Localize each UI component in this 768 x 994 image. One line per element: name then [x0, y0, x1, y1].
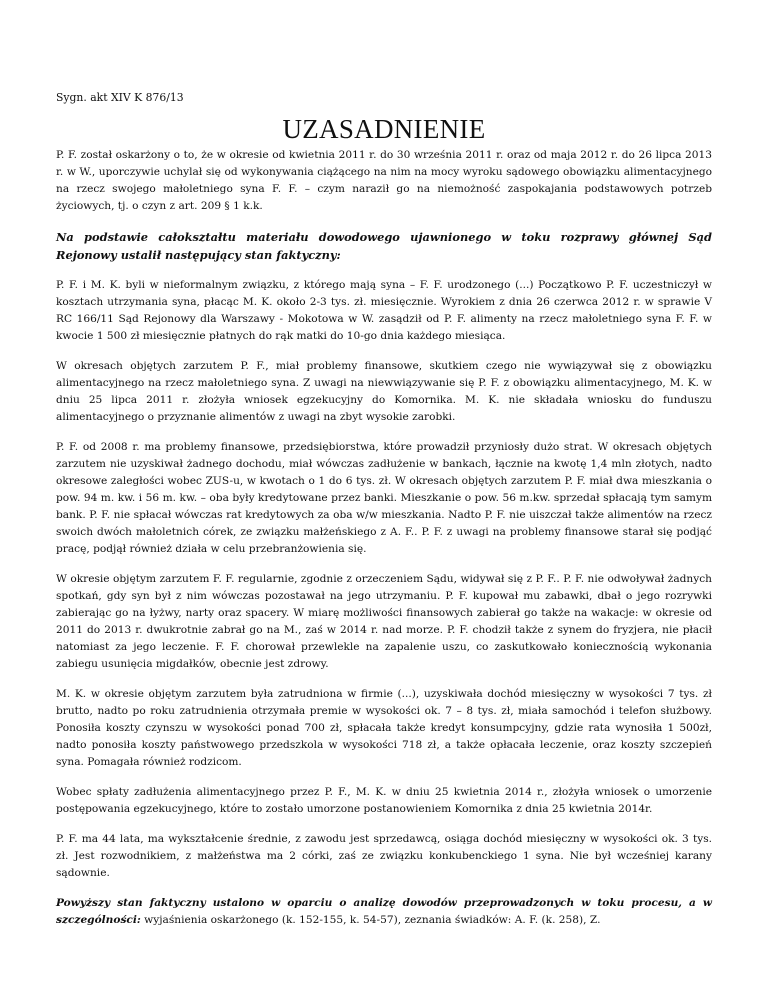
- evidence-text: wyjaśnienia oskarżonego (k. 152-155, k. 54-57), zeznania świadków: A. F. (k. 258), Z.: [140, 914, 601, 926]
- document-body: [56, 147, 712, 942]
- document-title: UZASADNIENIE: [282, 114, 486, 144]
- paragraph-charge: P. F. został oskarżony o to, że w okresie od kwietnia 2011 r. do 30 września 2011 r. oraz od maja 2012 r. do 26 lipca 2013 r. w W., uporczywie uchylał się od wykonywania ciążącego na nim na mocy wyroku sądowego obowiązku alimentacyjnego na rzecz swojego małoletniego syna F. F. – czym naraził go na niemożność zaspokajania podstawowych potrzeb życiowych, tj. o czyn z art. 209 § 1 k.k.: [56, 149, 712, 212]
- section-heading-facts: Na podstawie całokształtu materiału dowodowego ujawnionego w toku rozprawy głównej Sąd Rejonowy ustalił następujący stan faktyczny:: [56, 230, 712, 262]
- paragraph-mother-income: M. K. w okresie objętym zarzutem była zatrudniona w firmie (...), uzyskiwała dochód miesięczny w wysokości 7 tys. zł brutto, nadto po roku zatrudnienia otrzymała premie w wysokości ok. 7 – 8 tys. zł, miała samochód i telefon służbowy. Ponosiła koszty czynszu w wysokości ponad 700 zł, spłacała także kredyt konsumpcyjny, gdzie rata wynosiła 1 500zł, nadto ponosiła koszty państwowego przedszkola w wysokości 718 zł, a także opłacała leczenie, oraz koszty szczepień syna. Pomagała również rodzicom.: [56, 688, 712, 768]
- evidence-heading: Powyższy stan faktyczny ustalono w oparciu o analizę dowodów przeprowadzonych w toku procesu, a w szczególności:: [56, 897, 712, 926]
- paragraph-relationship: P. F. i M. K. byli w nieformalnym związku, z którego mają syna – F. F. urodzonego (...) Początkowo P. F. uczestniczył w kosztach utrzymania syna, płacąc M. K. około 2-3 tys. zł. miesięcznie. Wyrokiem z dnia 26 czerwca 2012 r. w sprawie V RC 166/11 Sąd Rejonowy dla Warszawy - Mokotowa w W. zasądził od P. F. alimenty na rzecz małoletniego syna F. F. w kwocie 1 500 zł miesięcznie płatnych do rąk matki do 10-go dnia każdego miesiąca.: [56, 279, 712, 342]
- paragraph-contacts: W okresie objętym zarzutem F. F. regularnie, zgodnie z orzeczeniem Sądu, widywał się z P. F.. P. F. nie odwoływał żadnych spotkań, gdy syn był z nim wówczas pozostawał na jego utrzymaniu. P. F. kupował mu zabawki, dbał o jego rozrywki zabierając go na łyżwy, narty oraz spacery. W miarę możliwości finansowych zabierał go także na wakacje: w okresie od 2011 do 2013 r. dwukrotnie zabrał go na M., zaś w 2014 r. nad morze. P. F. chodził także z synem do fryzjera, nie płacił natomiast za jego leczenie. F. F. chorował przewlekle na zapalenie uszu, co zaskutkowało koniecznością wykonania zabiegu usunięcia migdałków, obecnie jest zdrowy.: [56, 573, 712, 670]
- paragraph-debts: P. F. od 2008 r. ma problemy finansowe, przedsiębiorstwa, które prowadził przyniosły dużo strat. W okresach objętych zarzutem nie uzyskiwał żadnego dochodu, miał wówczas zadłużenie w bankach, łącznie na kwotę 1,4 mln złotych, nadto okresowe zaległości wobec ZUS-u, w kwotach o 1 do 6 tys. zł. W okresach objętych zarzutem P. F. miał dwa mieszkania o pow. 94 m. kw. i 56 m. kw. – oba były kredytowane przez banki. Mieszkanie o pow. 56 m.kw. sprzedał spłacają tym samym bank. P. F. nie spłacał wówczas rat kredytowych za oba w/w mieszkania. Nadto P. F. nie uiszczał także alimentów na rzecz swoich dwóch małoletnich córek, ze związku małżeńskiego z A. F.. P. F. z uwagi na problemy finansowe starał się podjąć pracę, podjął również działa w celu przebranżowienia się.: [56, 441, 712, 555]
- case-signature: Sygn. akt XIV K 876/13: [56, 91, 184, 104]
- paragraph-discontinuance: Wobec spłaty zadłużenia alimentacyjnego przez P. F., M. K. w dniu 25 kwietnia 2014 r., złożyła wniosek o umorzenie postępowania egzekucyjnego, które to zostało umorzone postanowieniem Komornika z dnia 25 kwietnia 2014r.: [56, 786, 712, 815]
- paragraph-evidence: [56, 895, 712, 929]
- paragraph-defendant-profile: P. F. ma 44 lata, ma wykształcenie średnie, z zawodu jest sprzedawcą, osiąga dochód miesięczny w wysokości ok. 3 tys. zł. Jest rozwodnikiem, z małżeństwa ma 2 córki, zaś ze związku konkubenckiego 1 syna. Nie był wcześniej karany sądownie.: [56, 833, 712, 879]
- paragraph-financial-problems: W okresach objętych zarzutem P. F., miał problemy finansowe, skutkiem czego nie wywiązywał się z obowiązku alimentacyjnego na rzecz małoletniego syna. Z uwagi na niewwiązywanie się P. F. z obowiązku alimentacyjnego, M. K. w dniu 25 lipca 2011 r. złożyła wniosek egzekucyjny do Komornika. M. K. nie składała wniosku do funduszu alimentacyjnego o przyznanie alimentów z uwagi na zbyt wysokie zarobki.: [56, 360, 712, 423]
